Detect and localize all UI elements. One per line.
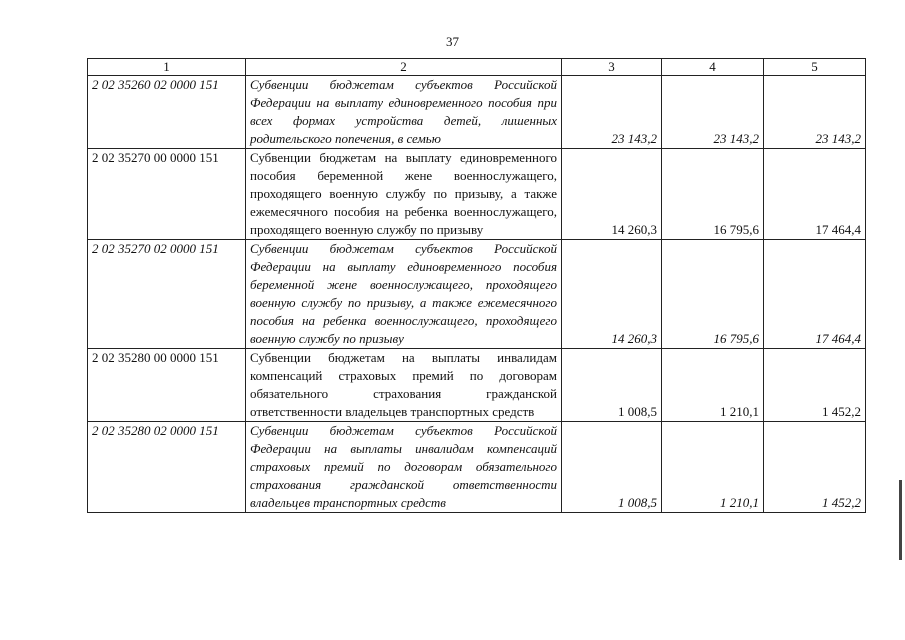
value-col5: 17 464,4 <box>764 240 866 349</box>
value-col4: 1 210,1 <box>662 422 764 513</box>
column-header-5: 5 <box>764 59 866 76</box>
value-col4: 16 795,6 <box>662 240 764 349</box>
table-row <box>88 149 866 240</box>
value-col4: 1 210,1 <box>662 349 764 422</box>
scan-edge-mark <box>899 480 902 560</box>
table-row <box>88 76 866 149</box>
table-row <box>88 422 866 513</box>
row-description: Субвенции бюджетам субъектов Российской Федерации на выплаты инвалидам компенсаций страховых премий по договорам обязательного страхования гражданской ответственности владельцев транспортных средств <box>246 422 562 513</box>
row-description: Субвенции бюджетам на выплату единовременного пособия беременной жене военнослужащего, проходящего военную службу по призыву, а также ежемесячного пособия на ребенка военнослужащего, проходящего военную службу по призыву <box>246 149 562 240</box>
value-col4: 16 795,6 <box>662 149 764 240</box>
value-col5: 1 452,2 <box>764 422 866 513</box>
budget-code: 2 02 35260 02 0000 151 <box>88 76 246 149</box>
value-col3: 14 260,3 <box>562 149 662 240</box>
budget-code: 2 02 35280 02 0000 151 <box>88 422 246 513</box>
value-col5: 17 464,4 <box>764 149 866 240</box>
value-col3: 23 143,2 <box>562 76 662 149</box>
table-row <box>88 240 866 349</box>
column-header-2: 2 <box>246 59 562 76</box>
value-col3: 14 260,3 <box>562 240 662 349</box>
page-number: 37 <box>446 34 459 49</box>
value-col3: 1 008,5 <box>562 422 662 513</box>
value-col3: 1 008,5 <box>562 349 662 422</box>
table-row <box>88 349 866 422</box>
header-row <box>88 59 866 76</box>
column-header-3: 3 <box>562 59 662 76</box>
row-description: Субвенции бюджетам субъектов Российской Федерации на выплату единовременного пособия беременной жене военнослужащего, проходящего военную службу по призыву, а также ежемесячного пособия на ребенка военнослужащего, проходящего военную службу по призыву <box>246 240 562 349</box>
budget-table <box>87 58 866 513</box>
budget-code: 2 02 35270 00 0000 151 <box>88 149 246 240</box>
column-header-1: 1 <box>88 59 246 76</box>
value-col5: 23 143,2 <box>764 76 866 149</box>
budget-code: 2 02 35280 00 0000 151 <box>88 349 246 422</box>
budget-code: 2 02 35270 02 0000 151 <box>88 240 246 349</box>
column-header-4: 4 <box>662 59 764 76</box>
value-col5: 1 452,2 <box>764 349 866 422</box>
row-description: Субвенции бюджетам субъектов Российской Федерации на выплату единовременного пособия при всех формах устройства детей, лишенных родительского попечения, в семью <box>246 76 562 149</box>
value-col4: 23 143,2 <box>662 76 764 149</box>
row-description: Субвенции бюджетам на выплаты инвалидам компенсаций страховых премий по договорам обязательного страхования гражданской ответственности владельцев транспортных средств <box>246 349 562 422</box>
